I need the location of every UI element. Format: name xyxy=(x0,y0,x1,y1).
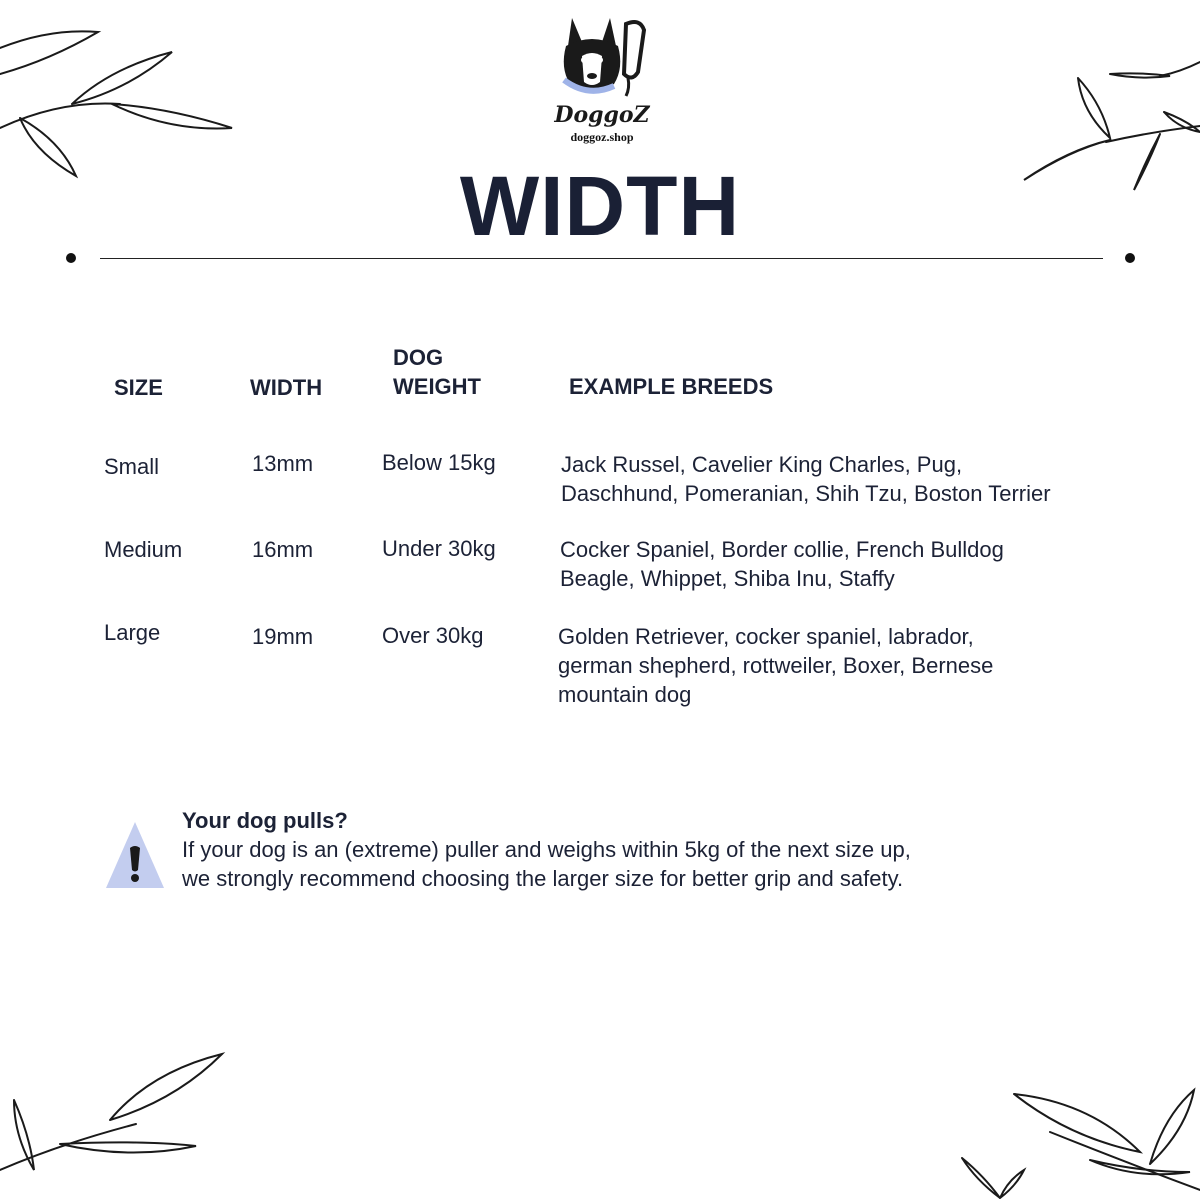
row-breeds xyxy=(558,622,1158,709)
breeds-line: mountain dog xyxy=(558,682,692,707)
leaf-branch-bottom-left-icon xyxy=(0,1040,240,1200)
breeds-line: Beagle, Whippet, Shiba Inu, Staffy xyxy=(560,566,895,591)
title-divider xyxy=(100,258,1103,259)
divider-dot-left xyxy=(66,253,76,263)
warning-triangle-icon xyxy=(104,820,166,890)
header-dog-weight xyxy=(393,343,481,401)
page-title: WIDTH xyxy=(459,159,741,253)
note-title: Your dog pulls? xyxy=(182,808,348,833)
header-size: SIZE xyxy=(114,375,163,400)
header-dog-weight-line2: WEIGHT xyxy=(393,374,481,399)
header-example-breeds: EXAMPLE BREEDS xyxy=(569,374,774,399)
breeds-line: Daschhund, Pomeranian, Shih Tzu, Boston Terrier xyxy=(561,481,1051,506)
row-breeds xyxy=(561,450,1161,508)
brand-site: doggoz.shop xyxy=(570,130,634,144)
breeds-line: Cocker Spaniel, Border collie, French Bulldog xyxy=(560,537,1004,562)
row-size: Small xyxy=(104,454,160,479)
svg-text:DoggoZ: DoggoZ xyxy=(554,102,650,128)
note-line: we strongly recommend choosing the larger size for better grip and safety. xyxy=(182,866,904,891)
row-width: 13mm xyxy=(252,451,314,476)
header-width: WIDTH xyxy=(250,375,323,400)
header-dog-weight-line1: DOG xyxy=(393,345,444,370)
leaf-branch-bottom-right-icon xyxy=(950,1080,1200,1200)
row-size: Large xyxy=(104,620,161,645)
row-weight: Over 30kg xyxy=(382,623,484,648)
husky-logo-icon xyxy=(548,12,656,140)
row-width: 16mm xyxy=(252,537,314,562)
row-width: 19mm xyxy=(252,624,314,649)
row-breeds xyxy=(560,535,1160,593)
row-size: Medium xyxy=(104,537,183,562)
breeds-line: Jack Russel, Cavelier King Charles, Pug, xyxy=(561,452,963,477)
note-line: If your dog is an (extreme) puller and weighs within 5kg of the next size up, xyxy=(182,837,911,862)
breeds-line: Golden Retriever, cocker spaniel, labrador, xyxy=(558,624,974,649)
divider-dot-right xyxy=(1125,253,1135,263)
row-weight: Under 30kg xyxy=(382,536,496,561)
note-text xyxy=(182,835,1042,893)
row-weight: Below 15kg xyxy=(382,450,496,475)
breeds-line: german shepherd, rottweiler, Boxer, Bernese xyxy=(558,653,994,678)
